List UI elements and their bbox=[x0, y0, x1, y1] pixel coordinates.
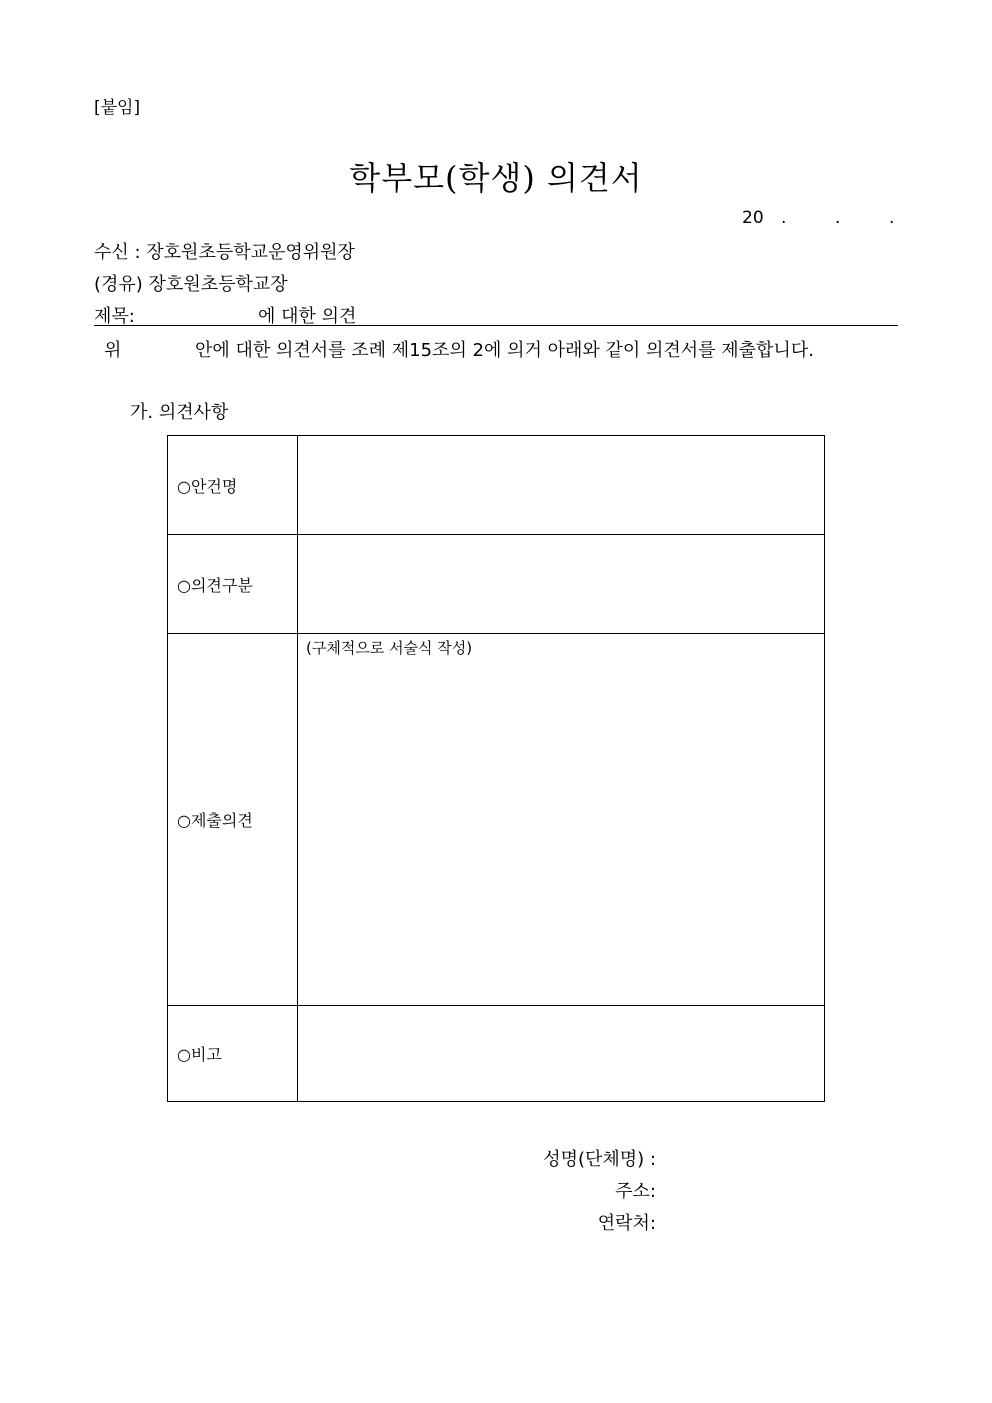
signature-address-label: 주소: bbox=[615, 1181, 656, 1202]
attachment-label: [붙임] bbox=[94, 98, 141, 118]
table-row-opinion bbox=[168, 634, 825, 1006]
agenda-field[interactable] bbox=[298, 436, 825, 535]
section-title: 가. 의견사항 bbox=[130, 402, 229, 423]
table-row-remarks bbox=[168, 1006, 825, 1102]
signature-name-label: 성명(단체명) : bbox=[543, 1149, 656, 1170]
body-text: 안에 대한 의견서를 조례 제15조의 2에 의거 아래와 같이 의견서를 제출합니다. bbox=[195, 340, 814, 361]
remarks-label: ○비고 bbox=[168, 1006, 298, 1102]
table-row-category bbox=[168, 535, 825, 634]
signature-contact-label: 연락처: bbox=[597, 1213, 656, 1234]
body-lead: 위 bbox=[104, 340, 122, 361]
date-dot-3: . bbox=[889, 208, 895, 228]
category-label: ○의견구분 bbox=[168, 535, 298, 634]
date-dot-2: . bbox=[835, 208, 841, 228]
category-field[interactable] bbox=[298, 535, 825, 634]
date-year-prefix: 20 bbox=[742, 208, 764, 228]
date-dot-1: . bbox=[781, 208, 787, 228]
opinion-field[interactable] bbox=[298, 634, 825, 1006]
subject-label: 제목: bbox=[94, 306, 135, 327]
agenda-label: ○안건명 bbox=[168, 436, 298, 535]
opinion-label: ○제출의견 bbox=[168, 634, 298, 1006]
remarks-field[interactable] bbox=[298, 1006, 825, 1102]
table-row-agenda bbox=[168, 436, 825, 535]
subject-suffix: 에 대한 의견 bbox=[258, 306, 357, 327]
opinion-hint: (구체적으로 서술식 작성) bbox=[306, 639, 473, 657]
subject-underline bbox=[94, 325, 898, 326]
document-title: 학부모(학생) 의견서 bbox=[349, 159, 643, 197]
opinion-table bbox=[167, 435, 825, 1102]
via-line: (경유) 장호원초등학교장 bbox=[94, 274, 288, 295]
recipient-line: 수신 : 장호원초등학교운영위원장 bbox=[94, 242, 355, 263]
